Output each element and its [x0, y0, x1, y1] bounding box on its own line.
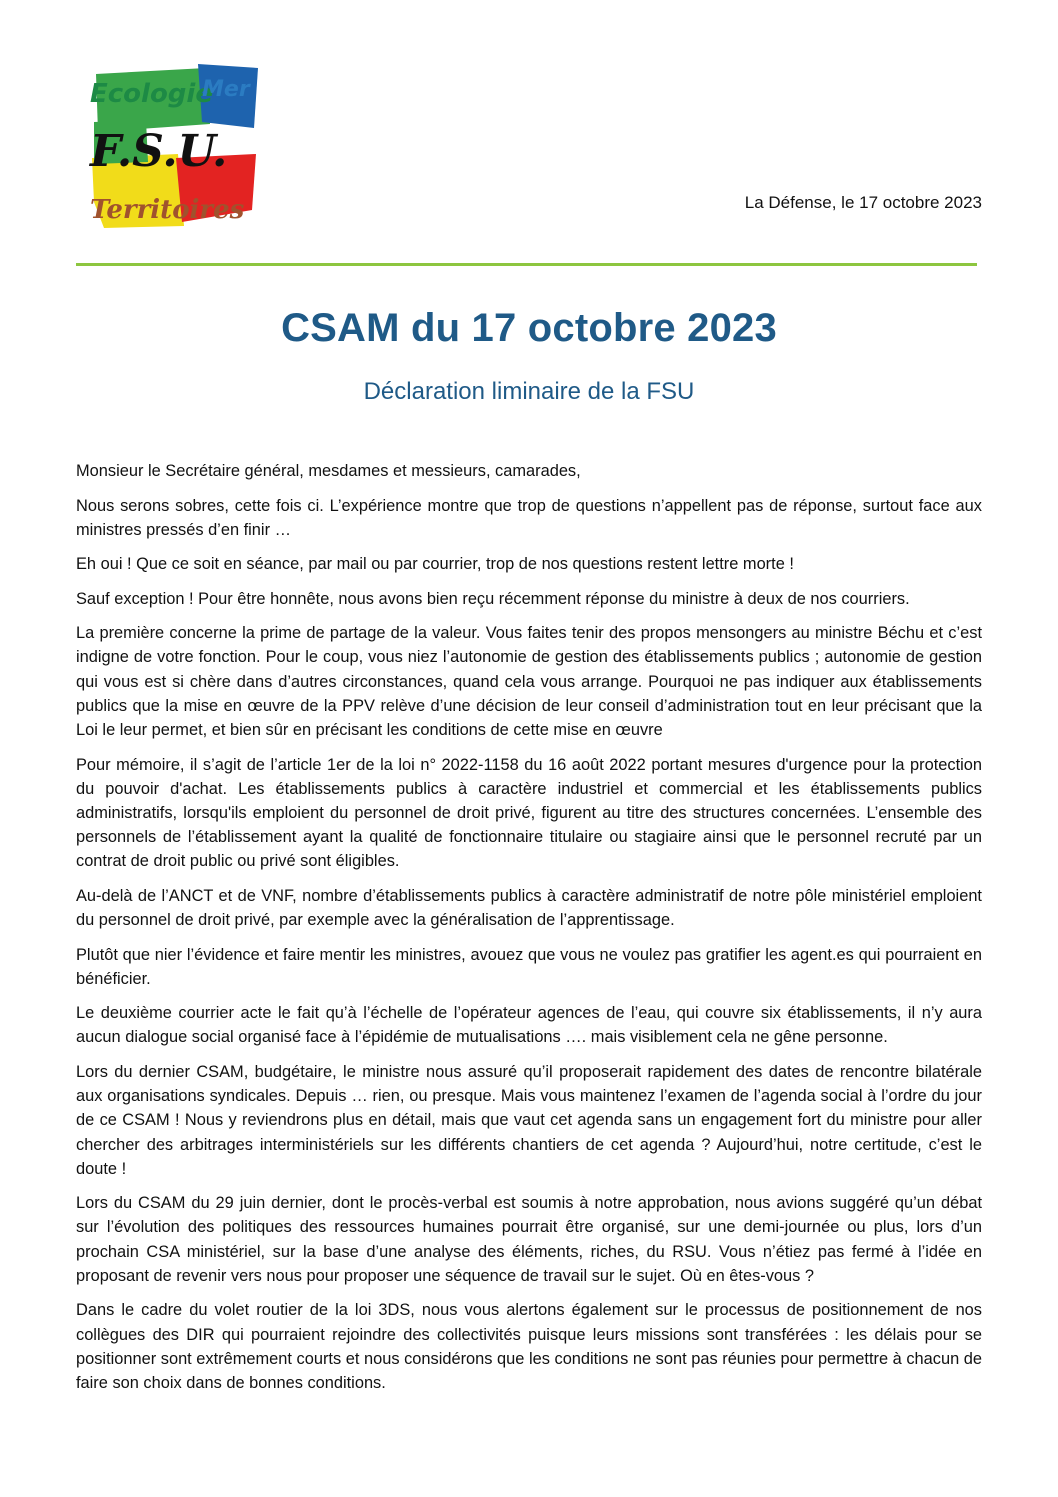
logo-bottom-text: Territoires — [90, 195, 245, 225]
svg-text:Mer: Mer — [202, 77, 250, 102]
dateline: La Défense, le 17 octobre 2023 — [744, 193, 982, 212]
paragraph: Eh oui ! Que ce soit en séance, par mail ou par courrier, trop de nos questions restent lettre morte ! — [76, 555, 794, 574]
paragraph: Lors du dernier CSAM, budgétaire, le ministre nous assuré qu’il proposerait rapidement des dates de rencontre bilatérale aux organisations syndicales. Depuis … rien, ou presque. Mais vous maintenez l’examen de l’agenda social à l’ordre du jour de ce CSAM ! Nous y reviendrons plus en détail, mais que vaut cet agenda sans un engagement fort du ministre pour aller chercher des arbitrages interministériels sur les différents chantiers de cet agenda ? Aujourd’hui, notre certitude, c’est le doute ! — [76, 1062, 982, 1178]
document-title: CSAM du 17 octobre 2023 — [281, 306, 777, 350]
paragraph: Dans le cadre du volet routier de la loi 3DS, nous vous alertons également sur le processus de positionnement de nos collègues des DIR qui pourraient rejoindre des collectivités puisque leurs missions sont transférées : les délais pour se positionner sont extrêmement courts et nous considérons que les conditions ne sont pas réunies pour permettre à chacun de faire son choix dans de bonnes conditions. — [76, 1301, 982, 1392]
document-body — [76, 459, 982, 1405]
paragraph: Lors du CSAM du 29 juin dernier, dont le procès-verbal est soumis à notre approbation, nous avions suggéré qu’un débat sur l’évolution des politiques des ressources humaines pourrait être organisé, sur une demi-journée ou plus, lors d’un prochain CSA ministériel, sur la base d’une analyse des éléments, riches, du RSU. Vous n’étiez pas fermé à l’idée en proposant de revenir vers nous pour proposer une séquence de travail sur le sujet. Où en êtes-vous ? — [76, 1194, 982, 1285]
paragraph: Au-delà de l’ANCT et de VNF, nombre d’établissements publics à caractère administratif de notre pôle ministériel emploient du personnel de droit privé, par exemple avec la généralisation de l’apprentissage. — [76, 886, 982, 930]
paragraph: Nous serons sobres, cette fois ci. L’expérience montre que trop de questions n’appellent pas de réponse, surtout face aux ministres pressés d’en finir … — [76, 496, 982, 539]
paragraph: Plutôt que nier l’évidence et faire mentir les ministres, avouez que vous ne voulez pas gratifier les agent.es qui pourraient en bénéficier. — [76, 945, 982, 988]
paragraph: La première concerne la prime de partage de la valeur. Vous faites tenir des propos mensongers au ministre Béchu et c’est indigne de votre fonction. Pour le coup, vous niez l’autonomie de gestion des établissements publics ; autonomie de gestion qui vous est si chère dans d’autres circonstances, quand cela vous arrange. Pourquoi ne pas indiquer aux établissements publics que la mise en œuvre de la PPV relève d’une décision de leur conseil d’administration tout en leur précisant que la Loi le leur permet, et bien sûr en précisant les conditions de cette mise en œuvre — [76, 624, 982, 740]
paragraph: Pour mémoire, il s’agit de l’article 1er de la loi n° 2022-1158 du 16 août 2022 portant mesures d'urgence pour la protection du pouvoir d'achat. Les établissements publics à caractère industriel et commercial et les établissements publics administratifs, lorsqu'ils emploient du personnel de droit privé, figurent au titre des structures concernées. L’ensemble des personnels de l’établissement ayant la qualité de fonctionnaire titulaire ou stagiaire ainsi que le personnel recruté par un contrat de droit public ou privé sont éligibles. — [76, 755, 982, 871]
logo-top-text: Ecologie — [90, 79, 213, 109]
logo-main-text: F.S.U. — [90, 126, 228, 177]
fsu-logo — [86, 62, 266, 232]
paragraph: Sauf exception ! Pour être honnête, nous avons bien reçu récemment réponse du ministre à deux de nos courriers. — [76, 589, 910, 608]
document-subtitle: Déclaration liminaire de la FSU — [363, 378, 695, 405]
paragraph: Le deuxième courrier acte le fait qu’à l’échelle de l’opérateur agences de l’eau, qui couvre six établissements, il n’y aura aucun dialogue social organisé face à l’épidémie de mutualisations …. mais visiblement cela ne gêne personne. — [76, 1004, 982, 1047]
header-rule — [76, 263, 977, 266]
paragraph: Monsieur le Secrétaire général, mesdames et messieurs, camarades, — [76, 462, 581, 480]
